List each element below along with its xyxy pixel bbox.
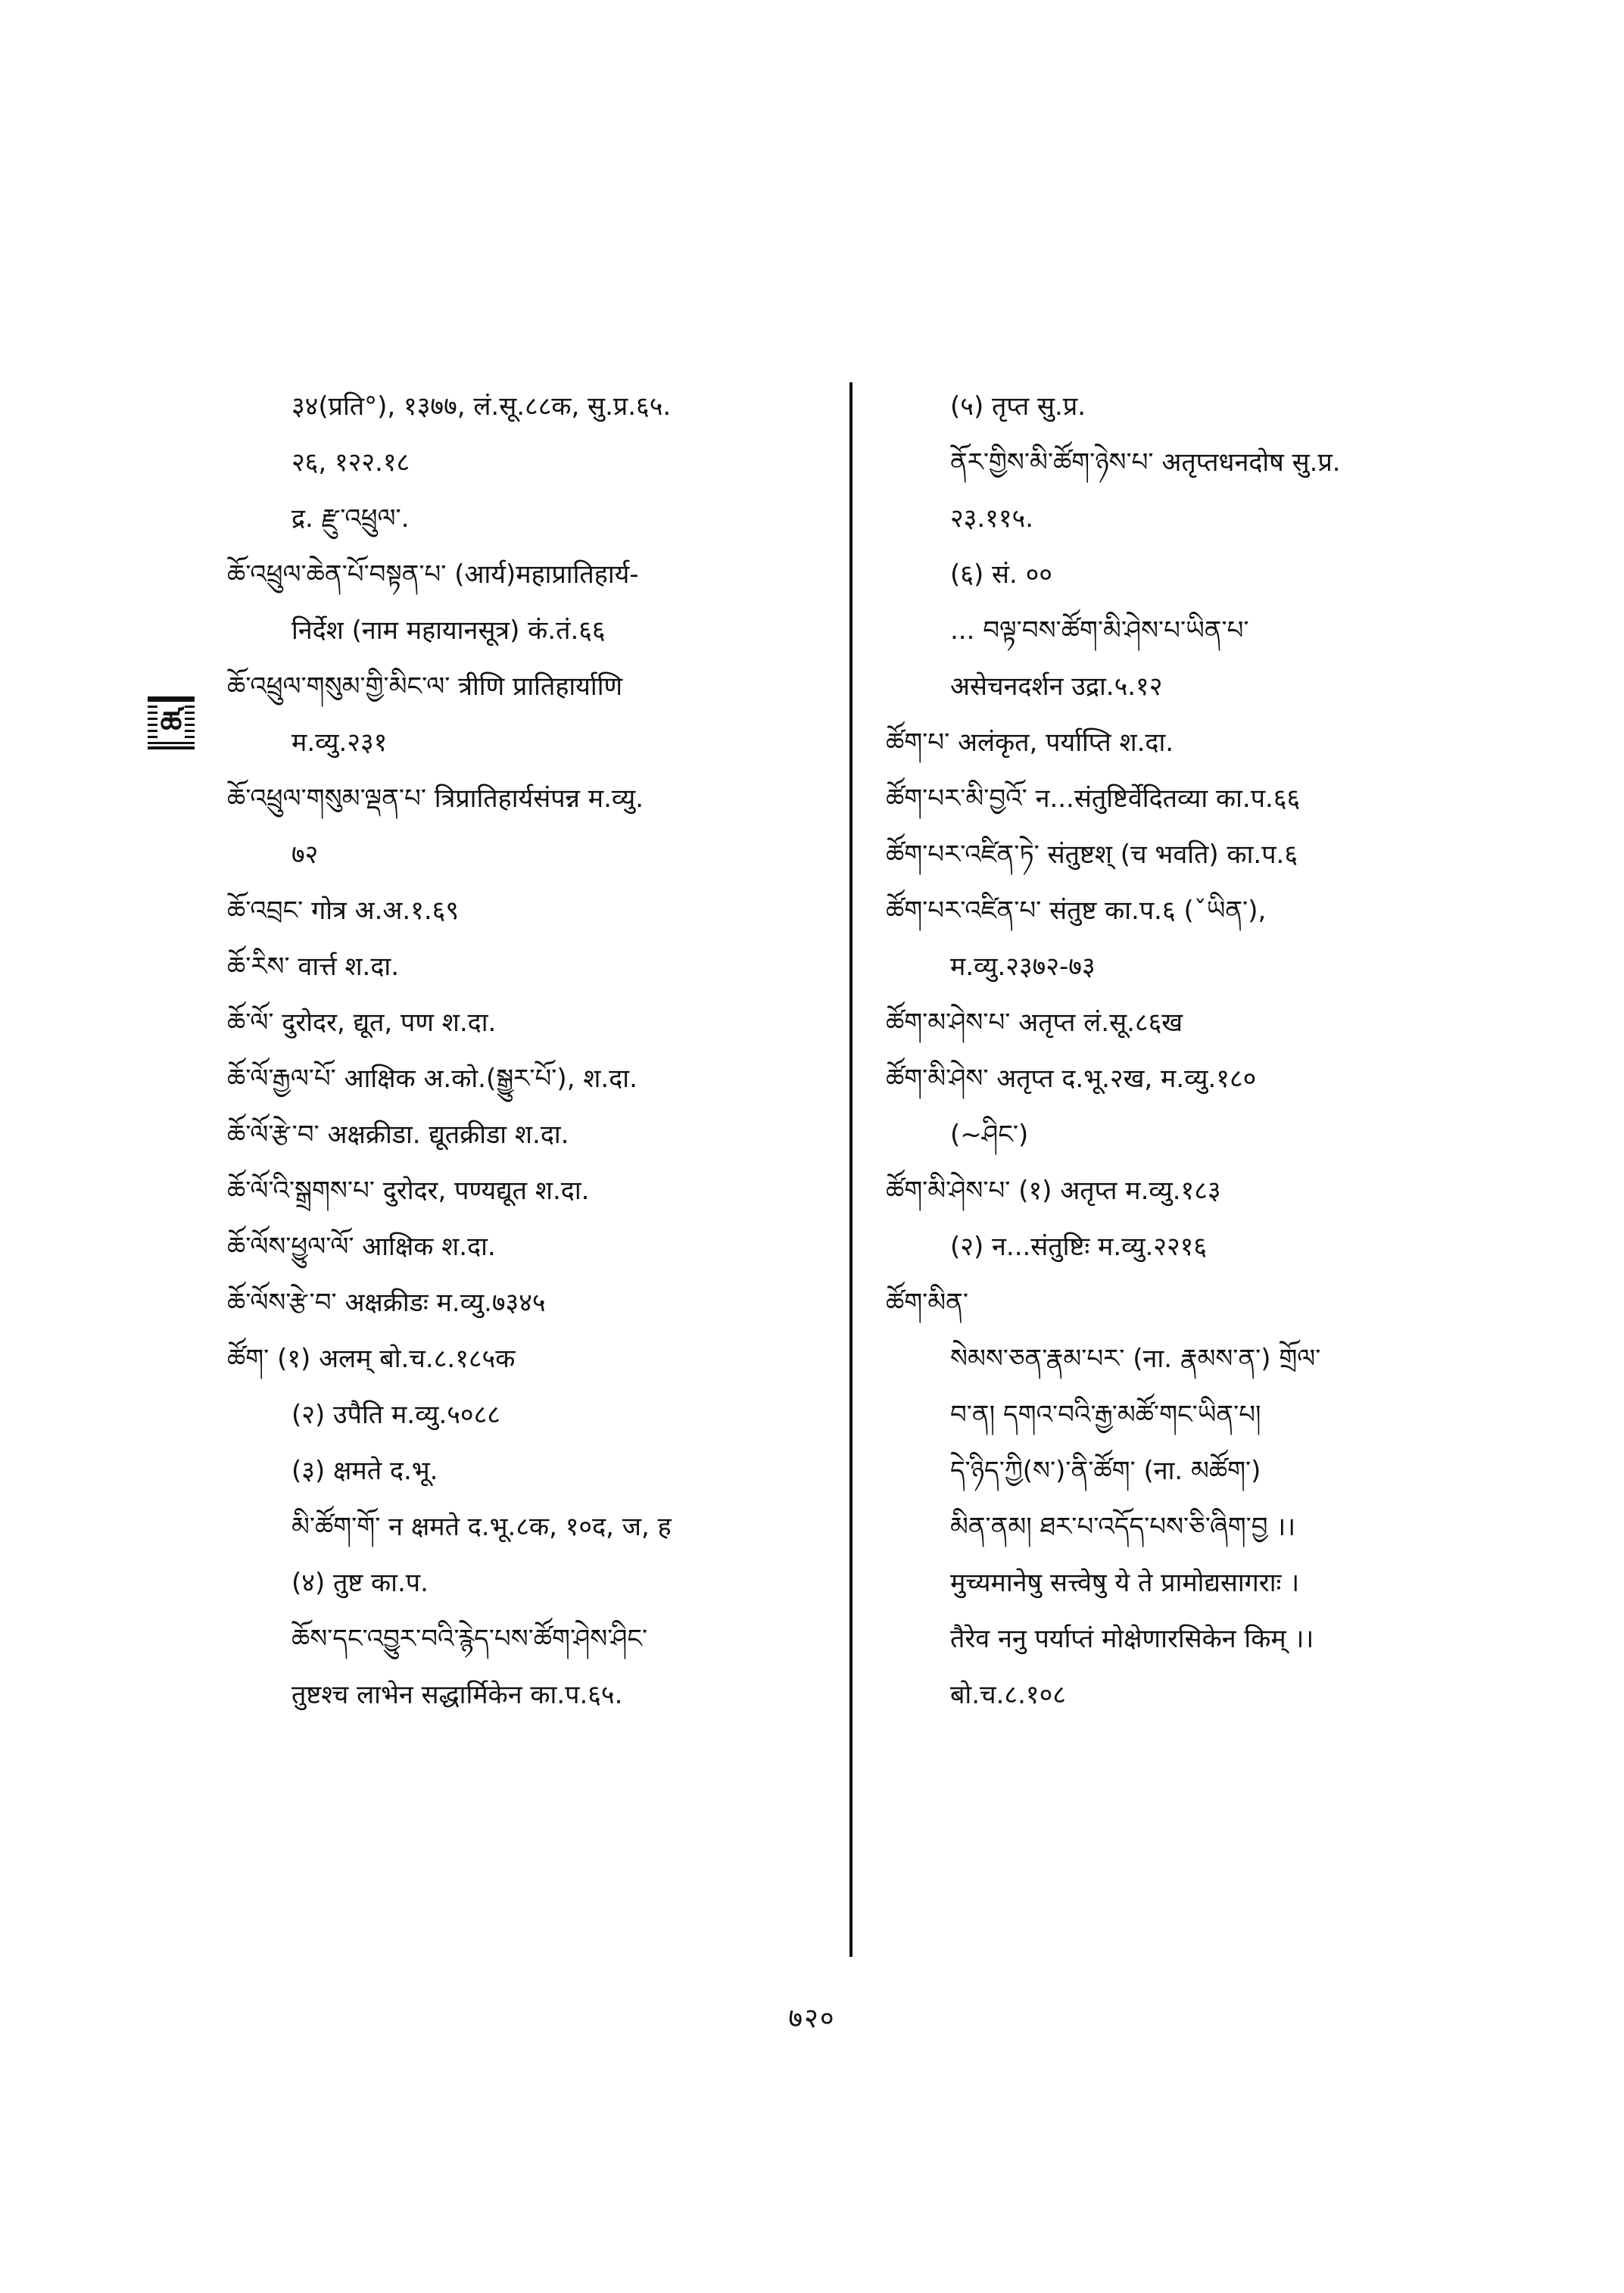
dictionary-line: (२) न...संतुष्टिः म.व्यु.२२१६ bbox=[950, 1232, 1208, 1262]
dictionary-line: མིན་ནམ། ཐར་པ་འདོད་པས་ཅི་ཞིག་བྱ ।। bbox=[950, 1512, 1296, 1542]
dictionary-line: (२) उपैति म.व्यु.५०८८ bbox=[291, 1400, 500, 1430]
dictionary-line: ནོར་གྱིས་མི་ཚོག་ཉེས་པ་ अतृप्तधनदोष सु.प्र. bbox=[950, 447, 1341, 478]
dictionary-line: ཆོ་འཕྲུལ་གསུམ་ལྡན་པ་ त्रिप्रातिहार्यसंपन्न म.व्यु. bbox=[227, 784, 644, 814]
dictionary-line: ཆོ་ལོ་ दुरोदर, द्यूत, पण श.दा. bbox=[227, 1008, 497, 1038]
left-column bbox=[227, 379, 848, 1723]
dictionary-line: ३४(प्रति°), १३७७, लं.सू.८८क, सु.प्र.६५. bbox=[291, 391, 672, 422]
dictionary-line: ཚོག་མ་ཤེས་པ་ अतृप्त लं.सू.८६ख bbox=[886, 1008, 1183, 1038]
dictionary-line: ཆོ་འབྲང་ गोत्र अ.अ.१.६९ bbox=[227, 896, 460, 926]
dictionary-line: ཚོག་པར་འཛིན་ཏེ་ संतुष्टश् (च भवति) का.प.६ bbox=[886, 840, 1298, 870]
dictionary-line: ཆོ་ལོ་རྩེ་བ་ अक्षक्रीडा. द्यूतक्रीडा श.दा. bbox=[227, 1120, 569, 1150]
dictionary-line: म.व्यु.२३७२-७३ bbox=[950, 952, 1096, 982]
dictionary-line: २३.११५. bbox=[950, 503, 1034, 534]
dictionary-line: (४) तुष्ट का.प. bbox=[291, 1568, 429, 1598]
dictionary-line: ཆོ་ལོས་ཕྱུལ་ལོ་ आक्षिक श.दा. bbox=[227, 1232, 496, 1262]
dictionary-line: བ་ན། དགའ་བའི་རྒྱ་མཚོ་གང་ཡིན་པ། bbox=[950, 1400, 1261, 1430]
dictionary-line: (३) क्षमते द.भू. bbox=[291, 1456, 438, 1486]
column-divider bbox=[849, 382, 853, 1957]
dictionary-line: निर्देश (नाम महायानसूत्र) कं.तं.६६ bbox=[291, 615, 606, 646]
dictionary-line: ७२ bbox=[291, 840, 319, 870]
dictionary-line: ཚོག་པར་མི་བྱའོ་ न...संतुष्टिर्वेदितव्या का.प.६६ bbox=[886, 784, 1301, 814]
section-marker: ཚ bbox=[148, 696, 195, 749]
dictionary-line: मुच्यमानेषु सत्त्वेषु ये ते प्रामोद्यसागराः । bbox=[950, 1568, 1300, 1598]
right-column bbox=[886, 379, 1492, 1723]
dictionary-line: སེམས་ཅན་རྣམ་པར་ (ना. རྣམས་ན་) གྲོལ་ bbox=[950, 1344, 1321, 1374]
dictionary-line: (५) तृप्त सु.प्र. bbox=[950, 391, 1086, 422]
dictionary-line: (~ཤིང་) bbox=[950, 1120, 1029, 1150]
dictionary-line: ཆོ་རིས་ वार्त्त श.दा. bbox=[227, 952, 400, 982]
dictionary-line: ཆོ་ལོ་འི་སྒྲགས་པ་ दुरोदर, पण्यद्यूत श.दा. bbox=[227, 1176, 590, 1206]
dictionary-line: ཆོ་འཕྲུལ་ཆེན་པོ་བསྟན་པ་ (आर्य)महाप्रातिहार्य- bbox=[227, 559, 639, 590]
dictionary-line: ཚོག་མི་ཤེས་པ་ (१) अतृप्त म.व्यु.१८३ bbox=[886, 1176, 1221, 1206]
dictionary-line: ཆོ་ལོས་རྩེ་བ་ अक्षक्रीडः म.व्यु.७३४५ bbox=[227, 1288, 546, 1318]
dictionary-line: २६, १२२.१८ bbox=[291, 447, 410, 478]
dictionary-line: (६) सं. ०० bbox=[950, 559, 1052, 590]
dictionary-line: बो.च.८.१०८ bbox=[950, 1680, 1066, 1710]
dictionary-line: म.व्यु.२३१ bbox=[291, 727, 388, 758]
dictionary-line: ཆོ་ལོ་རྒྱལ་པོ་ आक्षिक अ.को.(སྒྱུར་པོ་), श.दा. bbox=[227, 1064, 637, 1094]
dictionary-line: असेचनदर्शन उद्रा.५.१२ bbox=[950, 671, 1163, 702]
dictionary-line: ཚོག་མིན་ bbox=[886, 1288, 968, 1318]
dictionary-line: तुष्टश्च लाभेन सद्धार्मिकेन का.प.६५. bbox=[291, 1680, 623, 1710]
dictionary-line: ཚོག་མི་ཤེས་ अतृप्त द.भू.२ख, म.व्यु.१८० bbox=[886, 1064, 1257, 1094]
page-number: ७२० bbox=[788, 2003, 836, 2034]
dictionary-line: द्र. རྫུ་འཕྲུལ་. bbox=[291, 503, 410, 534]
dictionary-line: ཚོག་པར་འཛིན་པ་ संतुष्ट का.प.६ (ˇཡིན་), bbox=[886, 896, 1267, 926]
dictionary-line: ཚོག་ (१) अलम् बो.च.८.१८५क bbox=[227, 1344, 516, 1374]
dictionary-line: ཚོག་པ་ अलंकृत, पर्याप्ति श.दा. bbox=[886, 727, 1174, 758]
dictionary-line: མི་ཚོག་གོ་ न क्षमते द.भू.८क, १०द, ज, ह bbox=[291, 1512, 672, 1542]
dictionary-line: དེ་ཉིད་ཀྱི(ས་)་ནི་ཚོག་ (ना. མཚོག་) bbox=[950, 1456, 1261, 1486]
dictionary-line: तैरेव ननु पर्याप्तं मोक्षेणारसिकेन किम् ।। bbox=[950, 1624, 1314, 1654]
dictionary-line: ཆོས་དང་འབྱུར་བའི་རྙེད་པས་ཚོག་ཤེས་ཤིང་ bbox=[291, 1624, 648, 1654]
dictionary-line: ... བལྟ་བས་ཚོག་མི་ཤེས་པ་ཡིན་པ་ bbox=[950, 615, 1249, 646]
dictionary-line: ཆོ་འཕྲུལ་གསུམ་གྱི་མིང་ལ་ त्रीणि प्रातिहार्याणि bbox=[227, 671, 623, 702]
